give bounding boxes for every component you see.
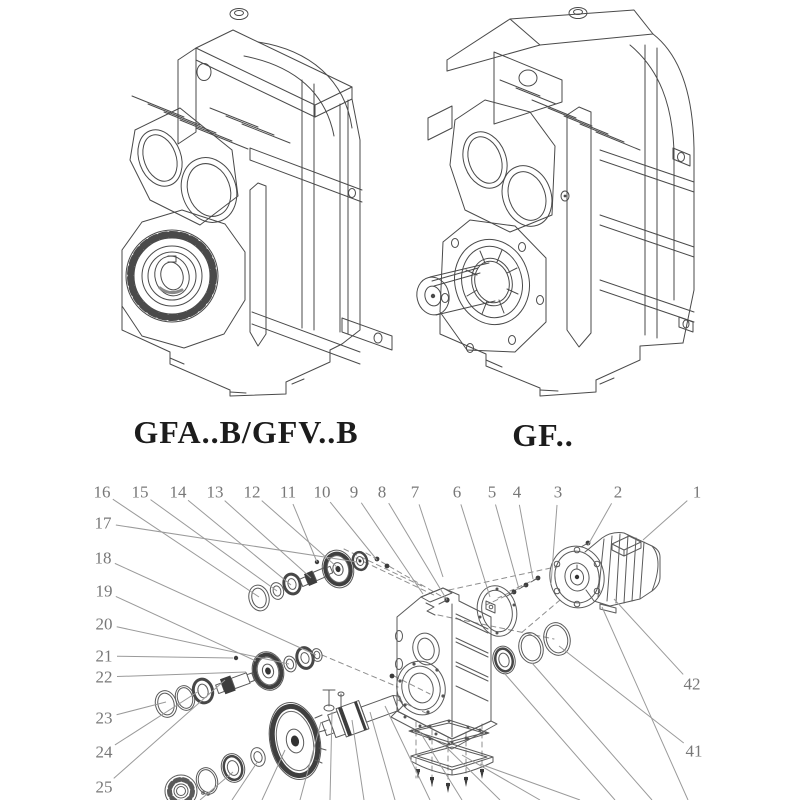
- callout-41: 41: [685, 741, 703, 761]
- model-label-left: GFA..B/GFV..B: [133, 414, 359, 450]
- exploded-view-drawing: [152, 533, 660, 800]
- callout-leader-16: [113, 499, 259, 597]
- model-label-right: GF..: [512, 417, 574, 453]
- motor-drawing: [545, 533, 660, 613]
- callout-leader-1: [643, 501, 687, 540]
- callout-leader-11: [293, 504, 317, 562]
- callout-15: 15: [131, 482, 149, 502]
- callout-17: 17: [94, 513, 112, 533]
- callout-22: 22: [95, 667, 113, 687]
- callout-21: 21: [95, 646, 113, 666]
- callout-2: 2: [613, 482, 623, 502]
- callout-leader-17: [116, 525, 357, 562]
- callout-leader-9: [361, 503, 423, 594]
- callout-leader-7: [419, 504, 443, 577]
- callout-leader-41: [559, 646, 684, 743]
- callout-16: 16: [93, 482, 111, 502]
- gearbox-left-drawing: [122, 9, 392, 397]
- callout-leader-15: [151, 500, 277, 591]
- callout-42: 42: [683, 674, 701, 694]
- callout-10: 10: [313, 482, 331, 502]
- callout-18: 18: [94, 548, 112, 568]
- callout-14: 14: [169, 482, 187, 502]
- callout-19: 19: [95, 581, 113, 601]
- callout-leader-3: [551, 505, 557, 584]
- callout-leader-2: [588, 503, 612, 545]
- callout-23: 23: [95, 708, 113, 728]
- callout-leader-42: [614, 599, 683, 674]
- callout-20: 20: [95, 614, 113, 634]
- callout-13: 13: [206, 482, 224, 502]
- callout-8: 8: [377, 482, 387, 502]
- callout-9: 9: [349, 482, 359, 502]
- callout-leader-19: [116, 596, 256, 661]
- callout-leader-4: [519, 505, 533, 579]
- callout-leader-8: [389, 503, 447, 600]
- callout-25: 25: [95, 777, 113, 797]
- callout-1: 1: [692, 482, 702, 502]
- callout-leader-21: [117, 656, 233, 658]
- callout-12: 12: [243, 482, 261, 502]
- callout-leader-24: [115, 691, 199, 745]
- callout-3: 3: [553, 482, 563, 502]
- callout-24: 24: [95, 742, 113, 762]
- callout-leader-20: [117, 627, 289, 664]
- callout-4: 4: [512, 482, 522, 502]
- callout-5: 5: [487, 482, 497, 502]
- exploded-callouts: [94, 483, 703, 797]
- callout-7: 7: [410, 482, 420, 502]
- callout-leader-10: [330, 502, 377, 560]
- callout-6: 6: [452, 482, 462, 502]
- gearbox-right-drawing: [413, 8, 694, 397]
- callout-leader-5: [495, 505, 519, 589]
- callout-leader-22: [117, 672, 246, 677]
- callout-11: 11: [279, 482, 297, 502]
- callout-leader-6: [461, 504, 490, 597]
